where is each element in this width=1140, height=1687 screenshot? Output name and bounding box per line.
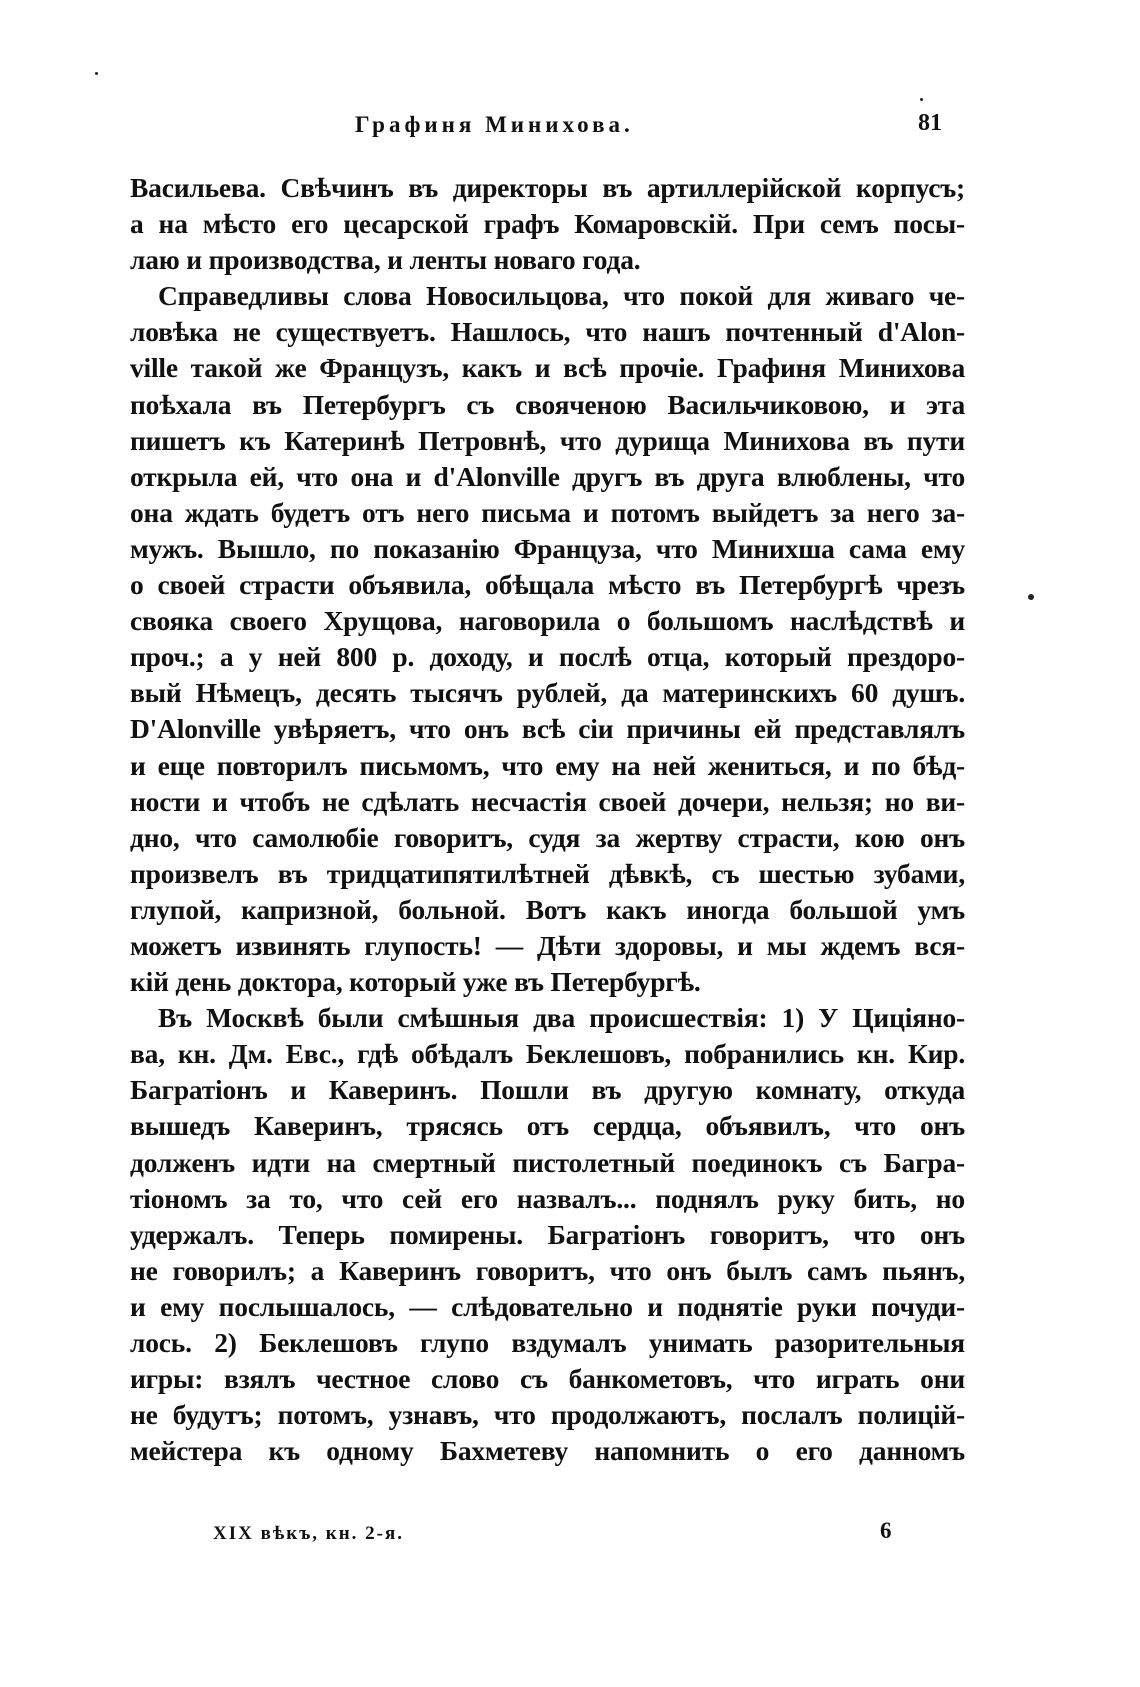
text-line: дно, что самолюбіе говоритъ, судя за жертву страсти, кою онъ <box>130 821 965 853</box>
text-line: долженъ идти на смертный пистолетный поединокъ съ Багра- <box>130 1146 965 1178</box>
text-line: игры: взялъ честное слово съ банкометовъ, что играть они <box>130 1363 965 1395</box>
print-speck <box>1028 594 1034 600</box>
text-line: и еще повторилъ письмомъ, что ему на ней жениться, и по бѣд- <box>130 749 965 781</box>
text-line: ва, кн. Дм. Евс., гдѣ обѣдалъ Беклешовъ, побранились кн. Кир. <box>130 1038 965 1070</box>
text-line: не будутъ; потомъ, узнавъ, что продолжаютъ, послалъ полицій- <box>130 1399 965 1431</box>
text-line: свояка своего Хрущова, наговорила о большомъ наслѣдствѣ и <box>130 605 965 637</box>
text-line: лаю и производства, и ленты новаго года. <box>130 244 641 276</box>
text-line: поѣхала въ Петербургъ съ свояченою Васильчиковою, и эта <box>130 388 965 420</box>
sheet-number: 6 <box>880 1518 892 1543</box>
text-line: можетъ извинять глупость! — Дѣти здоровы, и мы ждемъ вся- <box>130 929 965 961</box>
page-number: 81 <box>918 110 942 136</box>
text-line: кій день доктора, который уже въ Петербургѣ. <box>130 966 701 998</box>
text-line: вышедъ Каверинъ, трясясь отъ сердца, объявилъ, что онъ <box>130 1110 965 1142</box>
text-line: произвелъ въ тридцатипятилѣтней дѣвкѣ, съ шестью зубами, <box>130 857 965 889</box>
text-line: мейстера къ одному Бахметеву напомнить о его данномъ <box>130 1435 965 1467</box>
text-line: Въ Москвѣ были смѣшныя два происшествія: 1) У Циціяно- <box>158 1002 965 1034</box>
text-line: не говорилъ; а Каверинъ говоритъ, что онъ былъ самъ пьянъ, <box>130 1254 965 1286</box>
text-line: Справедливы слова Новосильцова, что покой для живаго че- <box>158 280 965 312</box>
text-line: ville такой же Французъ, какъ и всѣ прочіе. Графиня Минихова <box>130 352 965 384</box>
body-text <box>130 170 965 1469</box>
signature-mark: XIX вѣкъ, кн. 2-я. <box>213 1523 405 1544</box>
text-line: пишетъ къ Катеринѣ Петровнѣ, что дурища Минихова въ пути <box>130 424 965 456</box>
text-line: ности и чтобъ не сдѣлать несчастія своей дочери, нельзя; но ви- <box>130 785 965 817</box>
print-speck <box>95 72 98 75</box>
print-speck <box>920 98 923 101</box>
text-line: удержалъ. Теперь помирены. Багратіонъ говоритъ, что онъ <box>130 1218 965 1250</box>
text-line: D'Alonville увѣряетъ, что онъ всѣ сіи причины ей представлялъ <box>130 713 965 745</box>
running-title: Графиня Минихова. <box>355 112 634 137</box>
text-line: открыла ей, что она и d'Alonville другъ въ друга влюблены, что <box>130 460 965 492</box>
text-line: лось. 2) Беклешовъ глупо вздумалъ унимать разорительныя <box>130 1327 965 1358</box>
text-line: вый Нѣмецъ, десять тысячъ рублей, да материнскихъ 60 душъ. <box>130 677 965 709</box>
text-line: о своей страсти объявила, обѣщала мѣсто въ Петербургѣ чрезъ <box>130 569 965 601</box>
text-line: ловѣка не существуетъ. Нашлось, что нашъ почтенный d'Alon- <box>130 316 965 348</box>
text-line: она ждать будетъ отъ него письма и потомъ выйдетъ за него за- <box>130 496 965 528</box>
text-line: проч.; а у ней 800 р. доходу, и послѣ отца, который прездоро- <box>130 641 965 673</box>
text-line: и ему послышалось, — слѣдовательно и поднятіе руки почуди- <box>130 1290 965 1322</box>
text-line: Васильева. Свѣчинъ въ директоры въ артиллерійской корпусъ; <box>130 172 965 203</box>
text-line: Багратіонъ и Каверинъ. Пошли въ другую комнату, откуда <box>130 1074 965 1106</box>
text-line: мужъ. Вышло, по показанію Француза, что Минихша сама ему <box>130 532 965 564</box>
text-line: глупой, капризной, больной. Вотъ какъ иногда большой умъ <box>130 893 965 925</box>
text-line: тіономъ за то, что сей его назвалъ... поднялъ руку бить, но <box>130 1182 965 1214</box>
text-line: а на мѣсто его цесарской графъ Комаровскій. При семъ посы- <box>130 208 965 240</box>
